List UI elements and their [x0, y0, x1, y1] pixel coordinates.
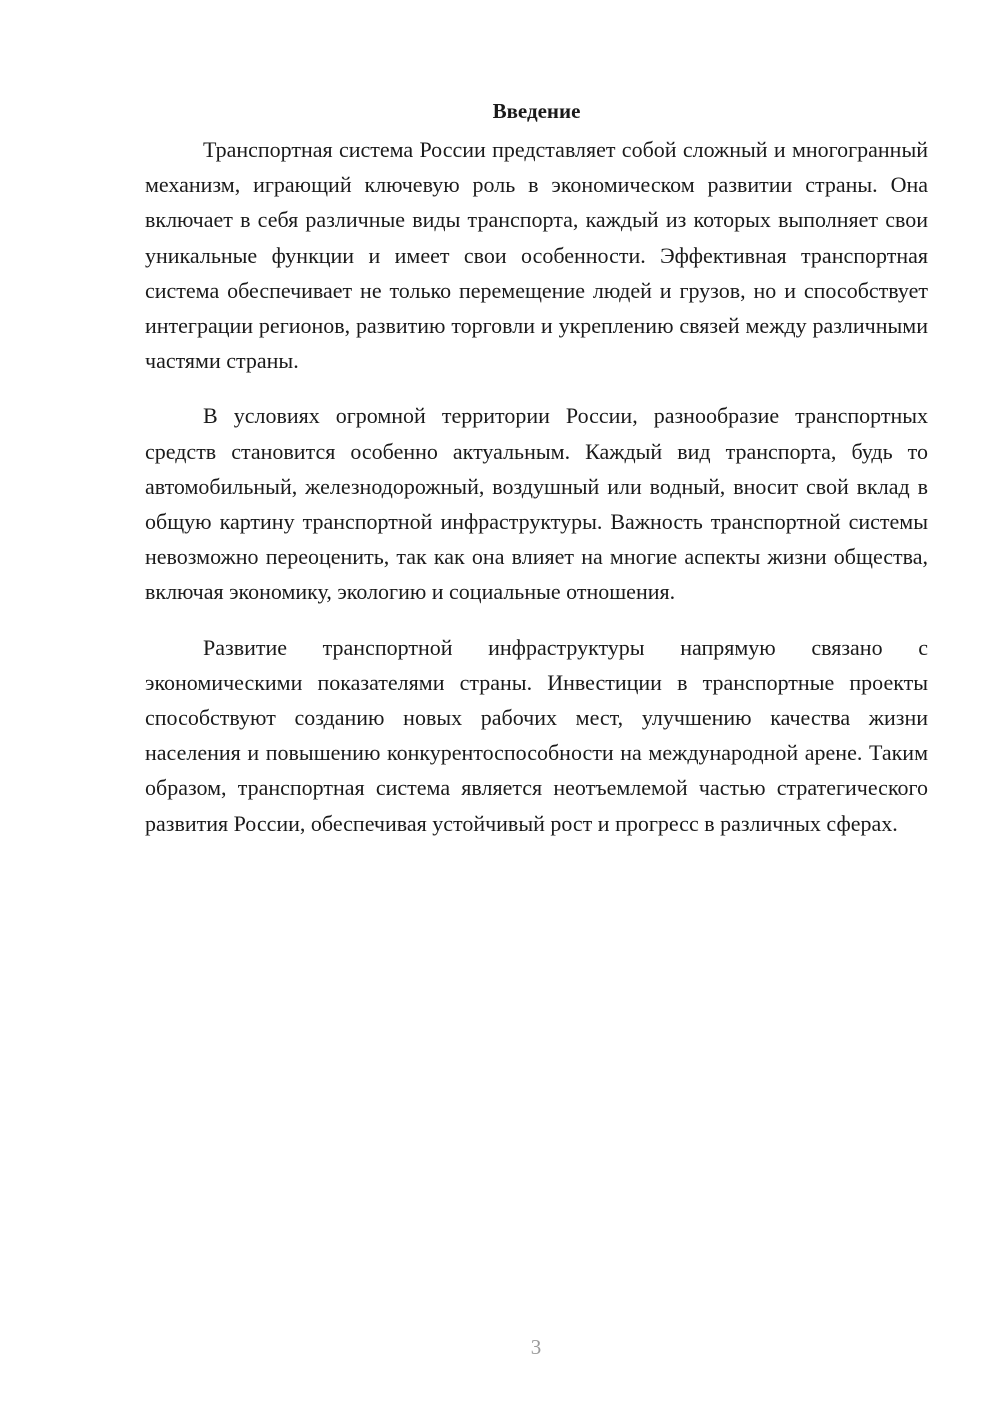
paragraph-2: В условиях огромной территории России, разнообразие транспортных средств становится особенно актуальным. Каждый вид транспорта, будь то автомобильный, железнодорожный, воздушный или водный, вносит свой вклад в общую картину транспортной инфраструктуры. Важность транспортной системы невозможно переоценить, так как она влияет на многие аспекты жизни общества, включая экономику, экологию и социальные отношения. [145, 403, 928, 605]
page-number: 3 [530, 1335, 542, 1359]
section-title: Введение [492, 99, 581, 123]
paragraph-3: Развитие транспортной инфраструктуры напрямую связано с экономическими показателями страны. Инвестиции в транспортные проекты способствуют созданию новых рабочих мест, улучшению качества жизни населения и повышению конкурентоспособности на международной арене. Таким образом, транспортная система является неотъемлемой частью стратегического развития России, обеспечивая устойчивый рост и прогресс в различных сферах. [145, 634, 928, 836]
paragraph-1: Транспортная система России представляет собой сложный и многогранный механизм, играющий ключевую роль в экономическом развитии страны. Она включает в себя различные виды транспорта, каждый из которых выполняет свои уникальные функции и имеет свои особенности. Эффективная транспортная система обеспечивает не только перемещение людей и грузов, но и способствует интеграции регионов, развитию торговли и укреплению связей между различными частями страны. [145, 137, 928, 374]
page-content [145, 96, 928, 861]
